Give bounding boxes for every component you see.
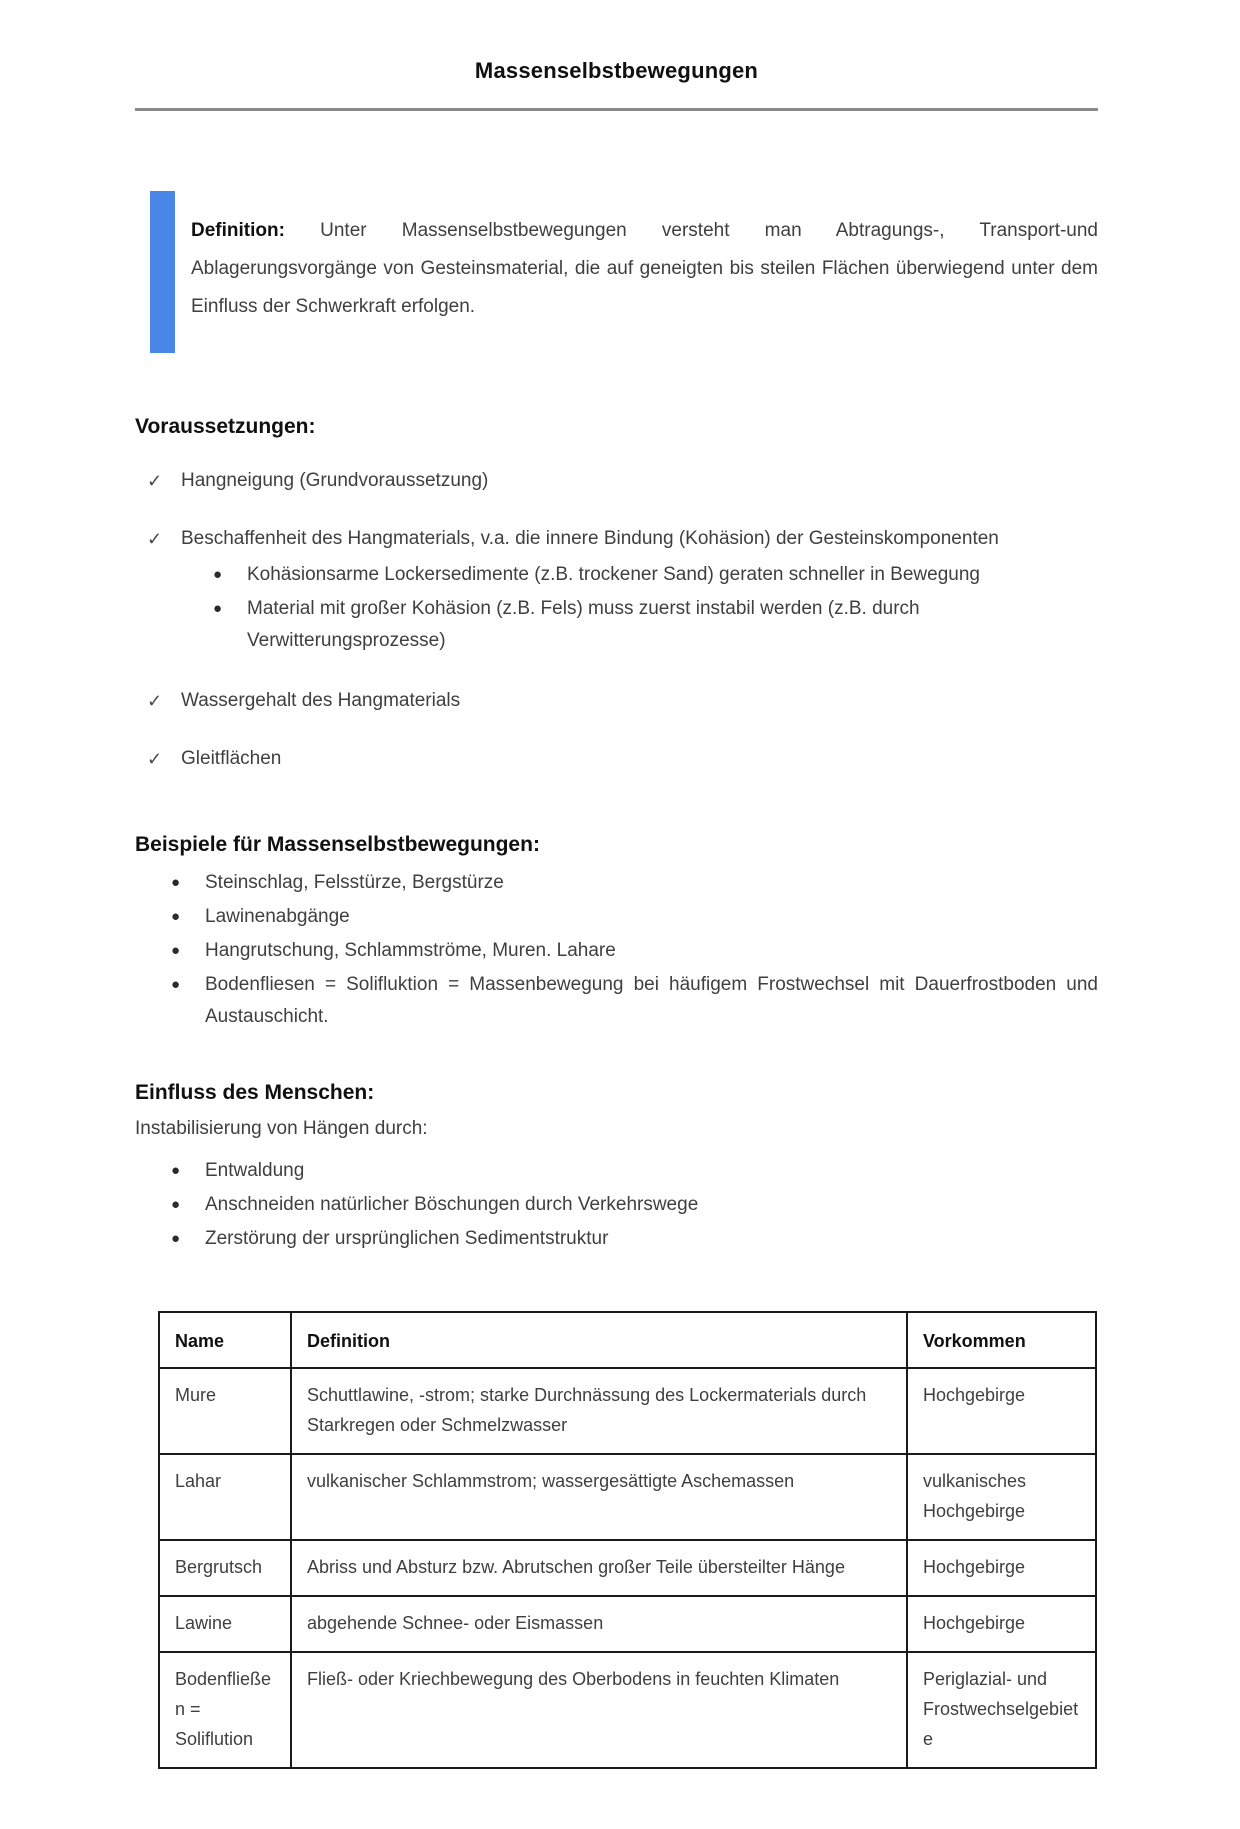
checklist-item: [135, 743, 1098, 775]
cell-vorkommen: Hochgebirge: [907, 1368, 1096, 1454]
checklist-item-text: Hangneigung (Grundvoraussetzung): [181, 470, 489, 491]
heading-voraussetzungen: Voraussetzungen:: [135, 415, 316, 438]
cell-definition: Fließ- oder Kriechbewegung des Oberbodens in feuchten Klimaten: [291, 1652, 907, 1768]
list-item-text: Steinschlag, Felsstürze, Bergstürze: [205, 872, 504, 893]
bullet-icon: ●: [171, 1230, 181, 1247]
cell-name: Bodenfließen = Soliflution: [159, 1652, 291, 1768]
definition-paragraph: [191, 210, 1098, 334]
table-row: [159, 1596, 1096, 1652]
cell-vorkommen: Hochgebirge: [907, 1596, 1096, 1652]
checklist-item-text: Beschaffenheit des Hangmaterials, v.a. die innere Bindung (Kohäsion) der Gesteinskomponenten: [181, 528, 999, 549]
cell-name: Lawine: [159, 1596, 291, 1652]
list-item: [135, 969, 1098, 1033]
list-item: [135, 1155, 1098, 1187]
page-title: Massenselbstbewegungen: [474, 58, 759, 83]
cell-definition: vulkanischer Schlammstrom; wassergesättigte Aschemassen: [291, 1454, 907, 1540]
table-row: [159, 1652, 1096, 1768]
table-row: [159, 1454, 1096, 1540]
checklist-item: [135, 685, 1098, 717]
callout-accent-bar: [150, 191, 175, 353]
list-item: [181, 559, 1098, 591]
bullet-icon: ●: [171, 874, 181, 891]
list-item-text: Zerstörung der ursprünglichen Sedimentstruktur: [205, 1228, 609, 1249]
einfluss-intro: Instabilisierung von Hängen durch:: [135, 1118, 428, 1139]
heading-einfluss: Einfluss des Menschen:: [135, 1081, 375, 1104]
column-header-definition: Definition: [291, 1312, 907, 1368]
voraussetzungen-checklist: [135, 465, 1098, 775]
bullet-icon: ●: [171, 1162, 181, 1179]
bullet-icon: ●: [213, 566, 223, 583]
check-icon: ✓: [147, 471, 163, 491]
list-item-text: Entwaldung: [205, 1160, 305, 1181]
list-item: [135, 867, 1098, 899]
list-item-text: Kohäsionsarme Lockersedimente (z.B. trockener Sand) geraten schneller in Bewegung: [247, 564, 980, 585]
einfluss-list: [135, 1155, 1098, 1255]
list-item: [135, 901, 1098, 933]
check-icon: ✓: [147, 529, 163, 549]
checklist-item: [135, 465, 1098, 497]
list-item-text: Bodenfliesen = Solifluktion = Massenbewegung bei häufigem Frostwechsel mit Dauerfrostboden und Austauschicht.: [205, 974, 1098, 1027]
title-divider: [135, 108, 1098, 111]
column-header-name: Name: [159, 1312, 291, 1368]
bullet-icon: ●: [213, 600, 223, 617]
cell-name: Lahar: [159, 1454, 291, 1540]
bullet-icon: ●: [171, 1196, 181, 1213]
definition-text: Unter Massenselbstbewegungen versteht man Abtragungs-, Transport-und Ablagerungsvorgänge von Gesteinsmaterial, die auf geneigten bis steilen Flächen überwiegend unter dem Einfluss der Schwerkraft erfolgen.: [191, 220, 1099, 317]
bullet-icon: ●: [171, 976, 181, 993]
list-item-text: Anschneiden natürlicher Böschungen durch Verkehrswege: [205, 1194, 699, 1215]
cell-vorkommen: Periglazial- und Frostwechselgebiete: [907, 1652, 1096, 1768]
list-item: [135, 1189, 1098, 1221]
cell-name: Bergrutsch: [159, 1540, 291, 1596]
bullet-icon: ●: [171, 942, 181, 959]
cell-definition: Abriss und Absturz bzw. Abrutschen großer Teile übersteilter Hänge: [291, 1540, 907, 1596]
table-row: [159, 1368, 1096, 1454]
table-row: [159, 1540, 1096, 1596]
list-item: [181, 593, 1098, 657]
cell-vorkommen: vulkanisches Hochgebirge: [907, 1454, 1096, 1540]
check-icon: ✓: [147, 749, 163, 769]
list-item-text: Lawinenabgänge: [205, 906, 350, 927]
cell-definition: Schuttlawine, -strom; starke Durchnässung des Lockermaterials durch Starkregen oder Schmelzwasser: [291, 1368, 907, 1454]
column-header-vorkommen: Vorkommen: [907, 1312, 1096, 1368]
list-item: [135, 1223, 1098, 1255]
checklist-item: [135, 523, 1098, 659]
definition-callout: [150, 191, 1098, 353]
cell-vorkommen: Hochgebirge: [907, 1540, 1096, 1596]
cell-definition: abgehende Schnee- oder Eismassen: [291, 1596, 907, 1652]
table-header-row: [159, 1312, 1096, 1368]
check-icon: ✓: [147, 691, 163, 711]
sub-bullet-list: [181, 559, 1098, 657]
list-item-text: Hangrutschung, Schlammströme, Muren. Lahare: [205, 940, 616, 961]
list-item: [135, 935, 1098, 967]
list-item-text: Material mit großer Kohäsion (z.B. Fels) muss zuerst instabil werden (z.B. durch Verwitterungsprozesse): [247, 598, 920, 651]
cell-name: Mure: [159, 1368, 291, 1454]
bullet-icon: ●: [171, 908, 181, 925]
checklist-item-text: Wassergehalt des Hangmaterials: [181, 690, 461, 711]
mass-movement-table: [158, 1311, 1097, 1769]
heading-beispiele: Beispiele für Massenselbstbewegungen:: [135, 833, 540, 856]
checklist-item-body: [181, 523, 1098, 659]
definition-label: Definition:: [191, 220, 285, 241]
checklist-item-text: Gleitflächen: [181, 748, 282, 769]
beispiele-list: [135, 867, 1098, 1033]
